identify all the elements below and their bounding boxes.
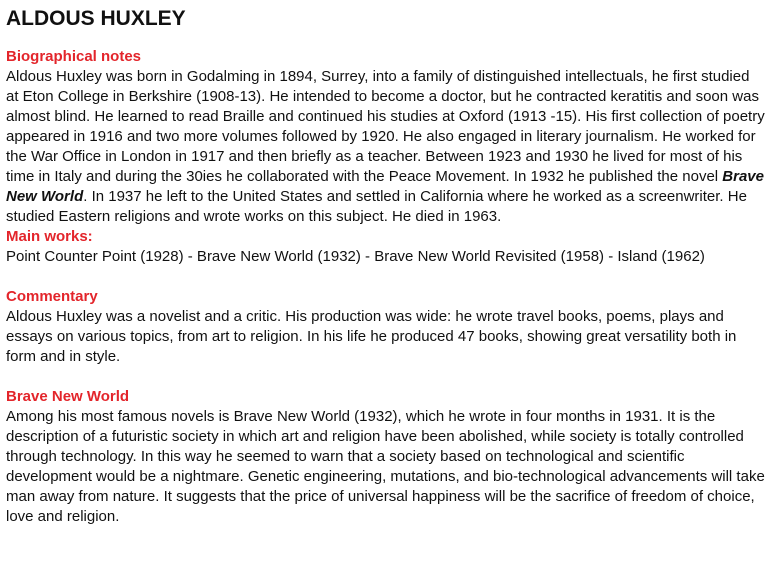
commentary-text: Aldous Huxley was a novelist and a critic. His production was wide: he wrote travel books, poems, plays and essays on various topics, from art to religion. In his life he produced 47 books, showing great versatility both in form and in style. [6,308,737,365]
section-brave-new-world [6,387,768,527]
spacer [6,367,768,387]
section-biographical-notes [6,47,768,227]
bio-text-before: Aldous Huxley was born in Godalming in 1894, Surrey, into a family of distinguished intellectuals, he first studied at Eton College in Berkshire (1908-13). He intended to become a doctor, but he contracted keratitis and soon was almost blind. He learned to read Braille and continued his studies at Oxford (1913 -15). His first collection of poetry appeared in 1916 and two more volumes followed by 1920. He also engaged in literary journalism. He worked for the War Office in London in 1917 and then briefly as a teacher. Between 1923 and 1930 he lived for most of his time in Italy and during the 30ies he collaborated with the Peace Movement. In 1932 he published the novel [6,68,765,185]
section-heading-main-works: Main works: [6,228,93,245]
section-heading-brave-new-world: Brave New World [6,388,130,405]
section-main-works [6,227,768,267]
spacer [6,267,768,287]
brave-new-world-text: Among his most famous novels is Brave New World (1932), which he wrote in four months in 1931. It is the description of a futuristic society in which art and religion have been abolished, while society is totally controlled through technology. In this way he seemed to warn that a society based on technological and scientific development would be a nightmare. Genetic engineering, mutations, and bio-technological advancements will take man away from nature. It suggests that the price of universal happiness will be the sacrifice of freedom of choice, love and religion. [6,408,765,525]
section-commentary [6,287,768,367]
page-title: ALDOUS HUXLEY [6,7,186,30]
section-heading-biographical-notes: Biographical notes [6,48,142,65]
bio-text-after: . In 1937 he left to the United States and settled in California where he worked as a screenwriter. He studied Eastern religions and wrote works on this subject. He died in 1963. [6,188,747,225]
main-works-text: Point Counter Point (1928) - Brave New World (1932) - Brave New World Revisited (1958) - Island (1962) [6,248,705,265]
bio-emphasis-title: Brave New World [6,168,764,205]
biographical-notes-text [6,67,766,227]
section-heading-commentary: Commentary [6,288,98,305]
